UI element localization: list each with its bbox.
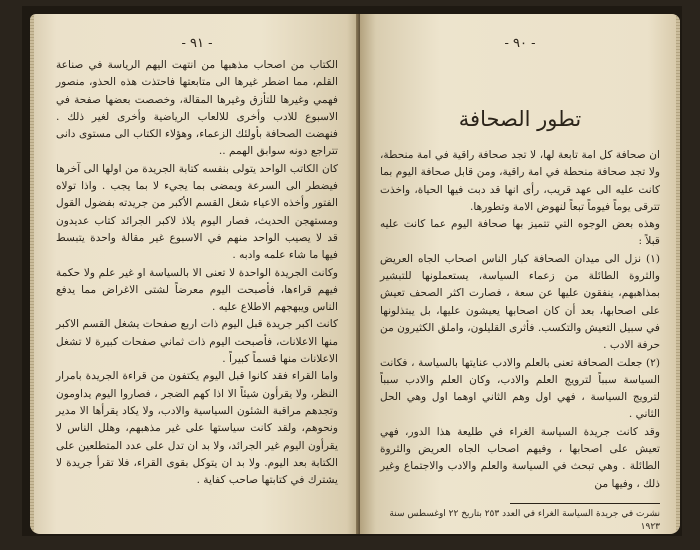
page-edge xyxy=(30,14,34,534)
paragraph: كانت اكبر جريدة قبل اليوم ذات اربع صفحات يشغل القسم الاكبر منها الاعلانات، فأصبحت اليوم ذات ثماني صفحات كبيرة لا تشغل الاعلانات منها قسماً كبيراً . xyxy=(56,318,338,366)
page-number: - ٩١ - xyxy=(181,36,213,51)
page-number: - ٩٠ - xyxy=(504,36,536,51)
paragraph: (١) نزل الى ميدان الصحافة كبار الناس اصحاب الجاه العريض والثروة الطائلة من زعماء السياسة، يستعملونها للتبشير بمذاهبهم، ينفقون عليها عن سعة ، فصارت اكثر الصحف تعيش على اصحابها، بعد أن كان اصحابها يعيشون عليها، بل يبتذلونها في سبيل التعيش والتكسب. فأثرى القليلون، واملق الكثيرون من حرفة الادب . xyxy=(380,252,660,352)
body-text xyxy=(380,147,660,493)
paragraph: الكتاب من اصحاب مذهبها من انتهت اليهم الرياسة في صناعة القلم، مما اضطر غيرها الى متابعتها فاحتذت هذه الحذو، منصور فهمي وغيرها للتأزق وغيرها المقالة، وخصصت بعضها صفحة في الاسبوع للادب وأخرى للالعاب الرياضية وأخرى لغير ذلك . فنهضت الصحافة بأولئك الزعماء، وهؤلاء الكتاب الى مستوى دانى تتراجع دونه سوابق الهمم .. xyxy=(56,59,338,158)
paragraph: واما القراء فقد كانوا قبل اليوم يكتفون من قراءة الجريدة بامرار النظر، ولا يقرأون شيئاً الا اذا كهم الضجر ، فصاروا اليوم يداومون وتجدهم مراقبة الشئون السياسية والادب، ولا يكاد يقرأها الا مدير ونحوهم، ولقد كانت سياستها على غير مذهبهم، وهلل الناس لا يقرأون اليوم غير الجرائد، ولا بد ان تدل على عدد المتطلعين على الكتابة بعد اليوم. ولا بد ان يتوكل بقوى القراء، فلا تقرأ جريدة لا يشترك في كتابتها صاحب كفاية . xyxy=(56,370,338,487)
paragraph: (٢) جعلت الصحافة تعنى بالعلم والادب عنايتها بالسياسة ، فكانت السياسة سبباً لترويج العلم والادب، وكان العلم والادب سبباً لترويج السياسة ، فهي اول وهم الثاني اوهما اول وهي الحل الثاني . xyxy=(380,356,660,421)
page-edge xyxy=(676,14,680,534)
paragraph: وقد كانت جريدة السياسة الغراء في طليعة هذا الدور، فهي تعيش على اصحابها ، وفيهم اصحاب الجاه العريض والثروة الطائلة . وهي تبحث في السياسة والعلم والادب والاجتماع وغير ذلك ، وفيها من xyxy=(380,425,660,490)
left-page xyxy=(30,14,360,534)
footnote-rule xyxy=(510,503,660,504)
body-text xyxy=(56,57,338,489)
footnote: نشرت في جريدة السياسة الغراء في العدد ٢٥٣ بتاريخ ٢٢ اوغسطس سنة ١٩٢٣ xyxy=(389,508,660,532)
paragraph: ان صحافة كل امة تابعة لها، لا تجد صحافة راقية في امة منحطة، ولا تجد صحافة منحطة في امة راقية، ومن قابل صحافة اليوم بما كانت عليه الى عهد قريب، رأى انها قد دبت فيها الحياة، واخذت تترقى يوماً فيوماً تبعاً لنهوض الامة وتطورها. xyxy=(380,149,660,213)
paragraph: كان الكاتب الواحد يتولى بنفسه كتابة الجريدة من اولها الى آخرها فيضطر الى السرعة ويمضى بما يجيء لا بما يجب . واذا تولاه الفتور وأخذه الاعياء شغل القسم الأكبر من جريدته بفضول القول ومستهجن الحديث، فصار اليوم يلاذ لاكبر الجرائد كتاب عديدون قد لا يصيب الواحد منهم في الاسبوع غير مقالة واحدة يتبسط فيها ما شاء علمه وادبه . xyxy=(56,162,338,262)
paragraph: وهذه بعض الوجوه التي تتميز بها صحافة اليوم عما كانت عليه قبلاً : xyxy=(380,218,660,248)
chapter-heading: تطور الصحافة xyxy=(458,107,582,131)
open-book xyxy=(22,6,682,536)
right-page xyxy=(360,14,680,534)
paragraph: وكانت الجريدة الواحدة لا تعنى الا بالسياسة او غير علم ولا حكمة فيهم قراءها، فأصبحت اليوم معرضاً لشتى الاغراض مما يدفع الناس ويبهجهم الاطلاع عليه . xyxy=(56,266,338,314)
